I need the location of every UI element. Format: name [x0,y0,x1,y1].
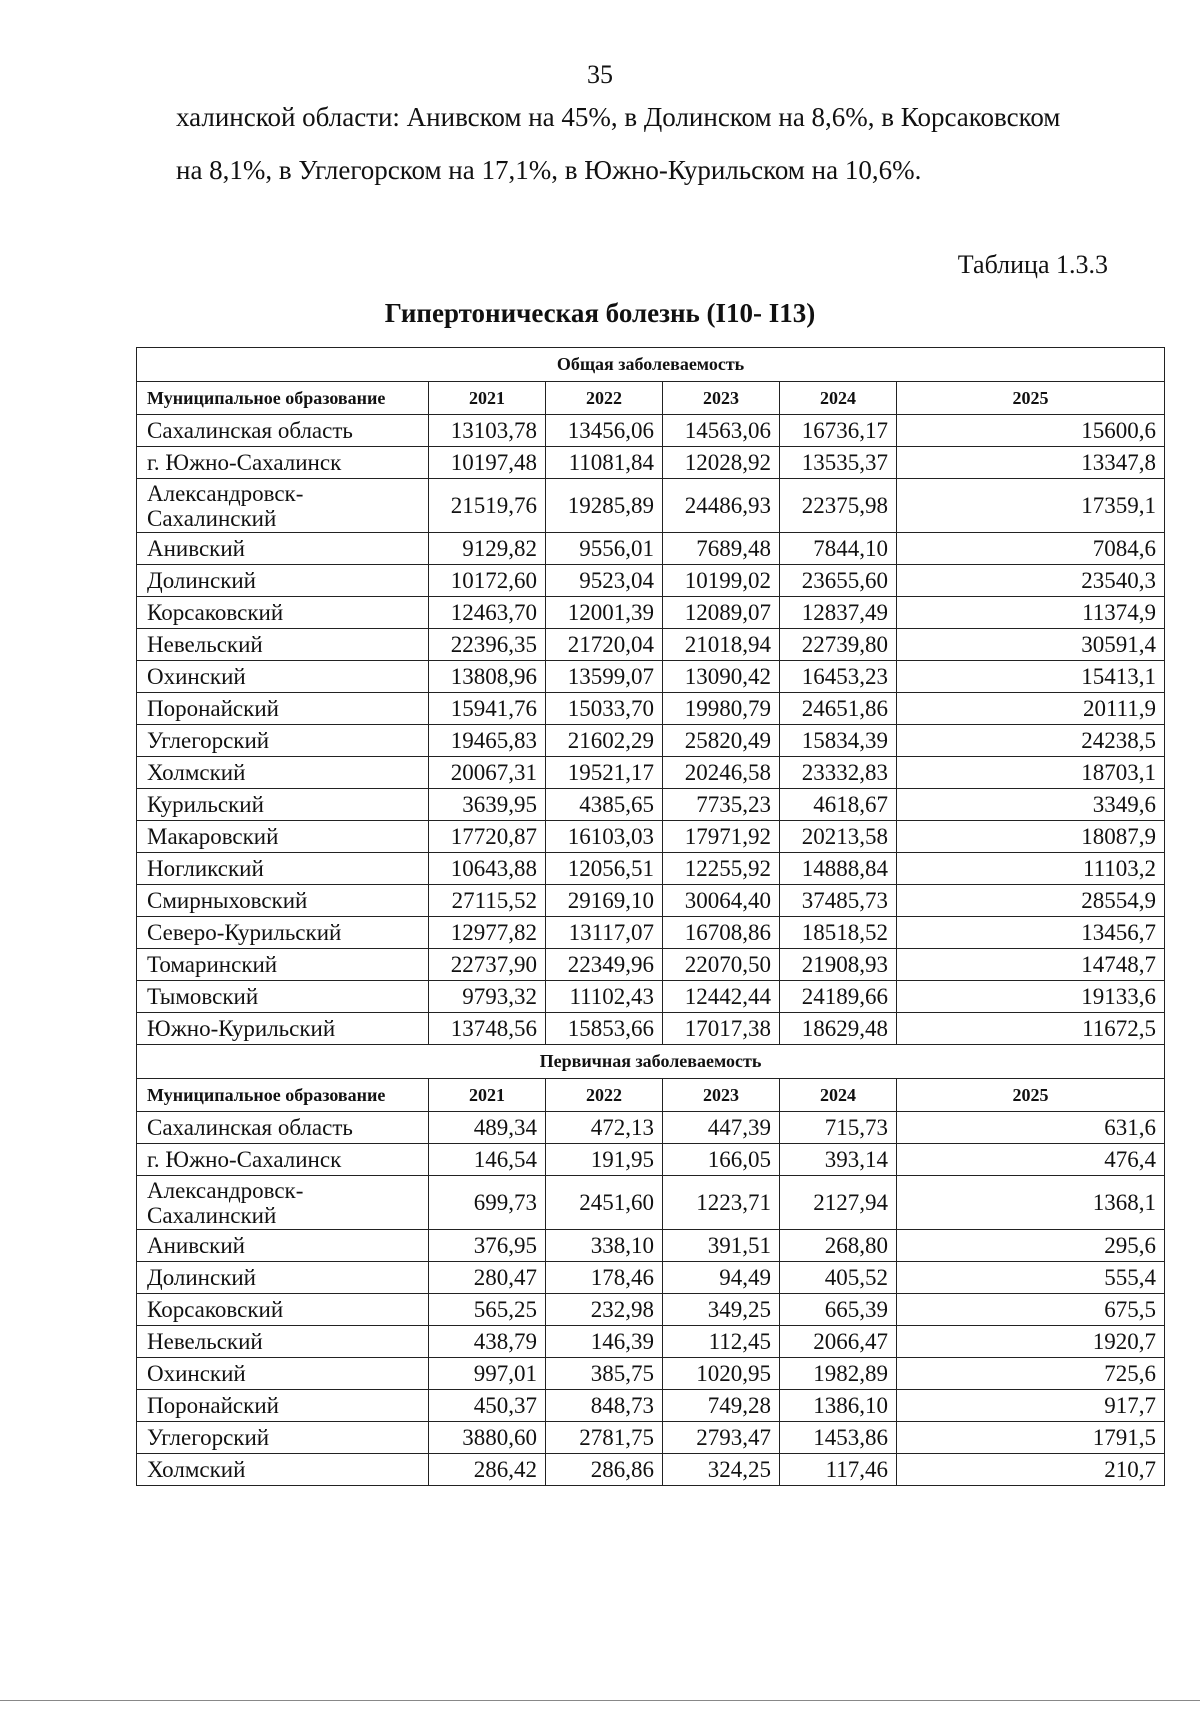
value-cell: 20213,58 [780,821,897,853]
municipality-name: Корсаковский [137,597,429,629]
value-cell: 166,05 [663,1144,780,1176]
value-cell: 178,46 [546,1262,663,1294]
value-cell: 12442,44 [663,981,780,1013]
table-row [137,1422,1165,1454]
value-cell: 1223,71 [663,1176,780,1230]
value-cell: 848,73 [546,1390,663,1422]
value-cell: 21908,93 [780,949,897,981]
municipality-name: Холмский [137,757,429,789]
value-cell: 450,37 [429,1390,546,1422]
value-cell: 12837,49 [780,597,897,629]
value-cell: 20111,9 [897,693,1165,725]
value-cell: 27115,52 [429,885,546,917]
value-cell: 17017,38 [663,1013,780,1045]
value-cell: 12089,07 [663,597,780,629]
value-cell: 16103,03 [546,821,663,853]
column-header-year: 2024 [780,382,897,415]
value-cell: 7844,10 [780,533,897,565]
table-row [137,757,1165,789]
municipality-name: Корсаковский [137,1294,429,1326]
value-cell: 16708,86 [663,917,780,949]
value-cell: 37485,73 [780,885,897,917]
municipality-name: Курильский [137,789,429,821]
value-cell: 9556,01 [546,533,663,565]
column-header-year: 2021 [429,1079,546,1112]
value-cell: 13456,7 [897,917,1165,949]
section-title: Первичная заболеваемость [137,1045,1165,1079]
value-cell: 11103,2 [897,853,1165,885]
table-row [137,565,1165,597]
value-cell: 13347,8 [897,447,1165,479]
value-cell: 9793,32 [429,981,546,1013]
morbidity-table [136,347,1165,1486]
value-cell: 22739,80 [780,629,897,661]
value-cell: 10197,48 [429,447,546,479]
value-cell: 12255,92 [663,853,780,885]
value-cell: 19465,83 [429,725,546,757]
municipality-name: Южно-Курильский [137,1013,429,1045]
value-cell: 1920,7 [897,1326,1165,1358]
value-cell: 1453,86 [780,1422,897,1454]
value-cell: 15941,76 [429,693,546,725]
table-caption: Таблица 1.3.3 [957,250,1108,279]
municipality-name: Сахалинская область [137,415,429,447]
municipality-name: Поронайский [137,1390,429,1422]
value-cell: 13748,56 [429,1013,546,1045]
municipality-name: Углегорский [137,1422,429,1454]
table-row [137,1358,1165,1390]
table-row [137,1144,1165,1176]
table-row [137,415,1165,447]
section-title: Общая заболеваемость [137,348,1165,382]
value-cell: 21720,04 [546,629,663,661]
value-cell: 749,28 [663,1390,780,1422]
value-cell: 29169,10 [546,885,663,917]
section-title-row [137,1045,1165,1079]
value-cell: 565,25 [429,1294,546,1326]
table-row [137,597,1165,629]
municipality-name: Охинский [137,1358,429,1390]
municipality-name: Анивский [137,533,429,565]
value-cell: 286,42 [429,1454,546,1486]
value-cell: 15853,66 [546,1013,663,1045]
municipality-name: Александровск-Сахалинский [137,1176,429,1230]
column-header-year: 2024 [780,1079,897,1112]
value-cell: 16453,23 [780,661,897,693]
value-cell: 11081,84 [546,447,663,479]
value-cell: 20246,58 [663,757,780,789]
value-cell: 917,7 [897,1390,1165,1422]
table-row [137,1326,1165,1358]
value-cell: 2451,60 [546,1176,663,1230]
table-row [137,1013,1165,1045]
value-cell: 18087,9 [897,821,1165,853]
municipality-name: Тымовский [137,981,429,1013]
page-number: 35 [587,60,613,89]
value-cell: 25820,49 [663,725,780,757]
value-cell: 15600,6 [897,415,1165,447]
value-cell: 210,7 [897,1454,1165,1486]
value-cell: 24238,5 [897,725,1165,757]
value-cell: 438,79 [429,1326,546,1358]
value-cell: 1791,5 [897,1422,1165,1454]
table-row [137,1262,1165,1294]
value-cell: 23655,60 [780,565,897,597]
value-cell: 20067,31 [429,757,546,789]
table-row [137,479,1165,533]
value-cell: 23332,83 [780,757,897,789]
value-cell: 715,73 [780,1112,897,1144]
value-cell: 12977,82 [429,917,546,949]
value-cell: 18703,1 [897,757,1165,789]
value-cell: 22070,50 [663,949,780,981]
value-cell: 30591,4 [897,629,1165,661]
value-cell: 16736,17 [780,415,897,447]
value-cell: 376,95 [429,1230,546,1262]
value-cell: 7689,48 [663,533,780,565]
value-cell: 2066,47 [780,1326,897,1358]
municipality-name: Холмский [137,1454,429,1486]
value-cell: 19521,17 [546,757,663,789]
value-cell: 9129,82 [429,533,546,565]
value-cell: 268,80 [780,1230,897,1262]
table-row [137,821,1165,853]
value-cell: 21519,76 [429,479,546,533]
value-cell: 15834,39 [780,725,897,757]
value-cell: 13117,07 [546,917,663,949]
value-cell: 4385,65 [546,789,663,821]
body-text-line: халинской области: Анивском на 45%, в Долинском на 8,6%, в Корсаковском [176,102,1061,132]
value-cell: 12463,70 [429,597,546,629]
municipality-name: Смирныховский [137,885,429,917]
value-cell: 19980,79 [663,693,780,725]
value-cell: 191,95 [546,1144,663,1176]
value-cell: 1982,89 [780,1358,897,1390]
value-cell: 631,6 [897,1112,1165,1144]
municipality-name: Невельский [137,629,429,661]
value-cell: 17720,87 [429,821,546,853]
table-row [137,885,1165,917]
table-row [137,981,1165,1013]
value-cell: 11672,5 [897,1013,1165,1045]
municipality-name: Александровск-Сахалинский [137,479,429,533]
value-cell: 232,98 [546,1294,663,1326]
value-cell: 349,25 [663,1294,780,1326]
value-cell: 14748,7 [897,949,1165,981]
value-cell: 1386,10 [780,1390,897,1422]
value-cell: 13535,37 [780,447,897,479]
value-cell: 12001,39 [546,597,663,629]
table-body [137,348,1165,1486]
table-row [137,853,1165,885]
column-header-row [137,1079,1165,1112]
municipality-name: Сахалинская область [137,1112,429,1144]
municipality-name: Долинский [137,1262,429,1294]
value-cell: 19133,6 [897,981,1165,1013]
value-cell: 3639,95 [429,789,546,821]
value-cell: 3880,60 [429,1422,546,1454]
value-cell: 10172,60 [429,565,546,597]
value-cell: 146,39 [546,1326,663,1358]
table-row [137,789,1165,821]
value-cell: 19285,89 [546,479,663,533]
value-cell: 11102,43 [546,981,663,1013]
value-cell: 22375,98 [780,479,897,533]
table-title: Гипертоническая болезнь (I10- I13) [384,298,816,328]
table-row [137,629,1165,661]
column-header-year: 2022 [546,1079,663,1112]
value-cell: 997,01 [429,1358,546,1390]
value-cell: 24486,93 [663,479,780,533]
value-cell: 15033,70 [546,693,663,725]
value-cell: 447,39 [663,1112,780,1144]
municipality-name: Невельский [137,1326,429,1358]
column-header-year: 2023 [663,1079,780,1112]
value-cell: 21602,29 [546,725,663,757]
column-header-year: 2022 [546,382,663,415]
table-row [137,1294,1165,1326]
value-cell: 14888,84 [780,853,897,885]
value-cell: 4618,67 [780,789,897,821]
value-cell: 324,25 [663,1454,780,1486]
value-cell: 146,54 [429,1144,546,1176]
value-cell: 472,13 [546,1112,663,1144]
municipality-name: Макаровский [137,821,429,853]
value-cell: 12056,51 [546,853,663,885]
table-row [137,693,1165,725]
value-cell: 476,4 [897,1144,1165,1176]
body-text-line: на 8,1%, в Углегорском на 17,1%, в Южно-Курильском на 10,6%. [176,155,922,185]
value-cell: 11374,9 [897,597,1165,629]
table-row [137,917,1165,949]
municipality-name: Ногликский [137,853,429,885]
value-cell: 13090,42 [663,661,780,693]
column-header-municipality: Муниципальное образование [137,382,429,415]
value-cell: 17971,92 [663,821,780,853]
municipality-name: Северо-Курильский [137,917,429,949]
value-cell: 10199,02 [663,565,780,597]
value-cell: 675,5 [897,1294,1165,1326]
value-cell: 555,4 [897,1262,1165,1294]
value-cell: 22396,35 [429,629,546,661]
value-cell: 18629,48 [780,1013,897,1045]
column-header-municipality: Муниципальное образование [137,1079,429,1112]
value-cell: 7735,23 [663,789,780,821]
value-cell: 94,49 [663,1262,780,1294]
value-cell: 13456,06 [546,415,663,447]
municipality-name: Охинский [137,661,429,693]
table-row [137,533,1165,565]
value-cell: 7084,6 [897,533,1165,565]
value-cell: 112,45 [663,1326,780,1358]
value-cell: 286,86 [546,1454,663,1486]
section-title-row [137,348,1165,382]
value-cell: 15413,1 [897,661,1165,693]
value-cell: 338,10 [546,1230,663,1262]
municipality-name: Томаринский [137,949,429,981]
value-cell: 393,14 [780,1144,897,1176]
value-cell: 13103,78 [429,415,546,447]
value-cell: 725,6 [897,1358,1165,1390]
value-cell: 2793,47 [663,1422,780,1454]
table-row [137,1390,1165,1422]
table-row [137,1112,1165,1144]
page-edge-line [0,1700,1200,1701]
value-cell: 28554,9 [897,885,1165,917]
value-cell: 13808,96 [429,661,546,693]
table-row [137,447,1165,479]
column-header-year: 2025 [897,1079,1165,1112]
value-cell: 665,39 [780,1294,897,1326]
column-header-year: 2023 [663,382,780,415]
value-cell: 22349,96 [546,949,663,981]
table-row [137,725,1165,757]
value-cell: 30064,40 [663,885,780,917]
municipality-name: Поронайский [137,693,429,725]
value-cell: 12028,92 [663,447,780,479]
municipality-name: г. Южно-Сахалинск [137,447,429,479]
table-row [137,1176,1165,1230]
value-cell: 18518,52 [780,917,897,949]
value-cell: 21018,94 [663,629,780,661]
table-row [137,1230,1165,1262]
value-cell: 405,52 [780,1262,897,1294]
column-header-year: 2025 [897,382,1165,415]
value-cell: 295,6 [897,1230,1165,1262]
value-cell: 14563,06 [663,415,780,447]
value-cell: 23540,3 [897,565,1165,597]
value-cell: 10643,88 [429,853,546,885]
column-header-row [137,382,1165,415]
value-cell: 2127,94 [780,1176,897,1230]
value-cell: 13599,07 [546,661,663,693]
column-header-year: 2021 [429,382,546,415]
value-cell: 24189,66 [780,981,897,1013]
table-row [137,1454,1165,1486]
municipality-name: Долинский [137,565,429,597]
municipality-name: г. Южно-Сахалинск [137,1144,429,1176]
value-cell: 9523,04 [546,565,663,597]
value-cell: 1020,95 [663,1358,780,1390]
value-cell: 385,75 [546,1358,663,1390]
value-cell: 391,51 [663,1230,780,1262]
table-row [137,661,1165,693]
value-cell: 489,34 [429,1112,546,1144]
value-cell: 117,46 [780,1454,897,1486]
table-row [137,949,1165,981]
value-cell: 2781,75 [546,1422,663,1454]
value-cell: 24651,86 [780,693,897,725]
value-cell: 3349,6 [897,789,1165,821]
value-cell: 17359,1 [897,479,1165,533]
value-cell: 22737,90 [429,949,546,981]
municipality-name: Анивский [137,1230,429,1262]
municipality-name: Углегорский [137,725,429,757]
value-cell: 699,73 [429,1176,546,1230]
value-cell: 1368,1 [897,1176,1165,1230]
value-cell: 280,47 [429,1262,546,1294]
